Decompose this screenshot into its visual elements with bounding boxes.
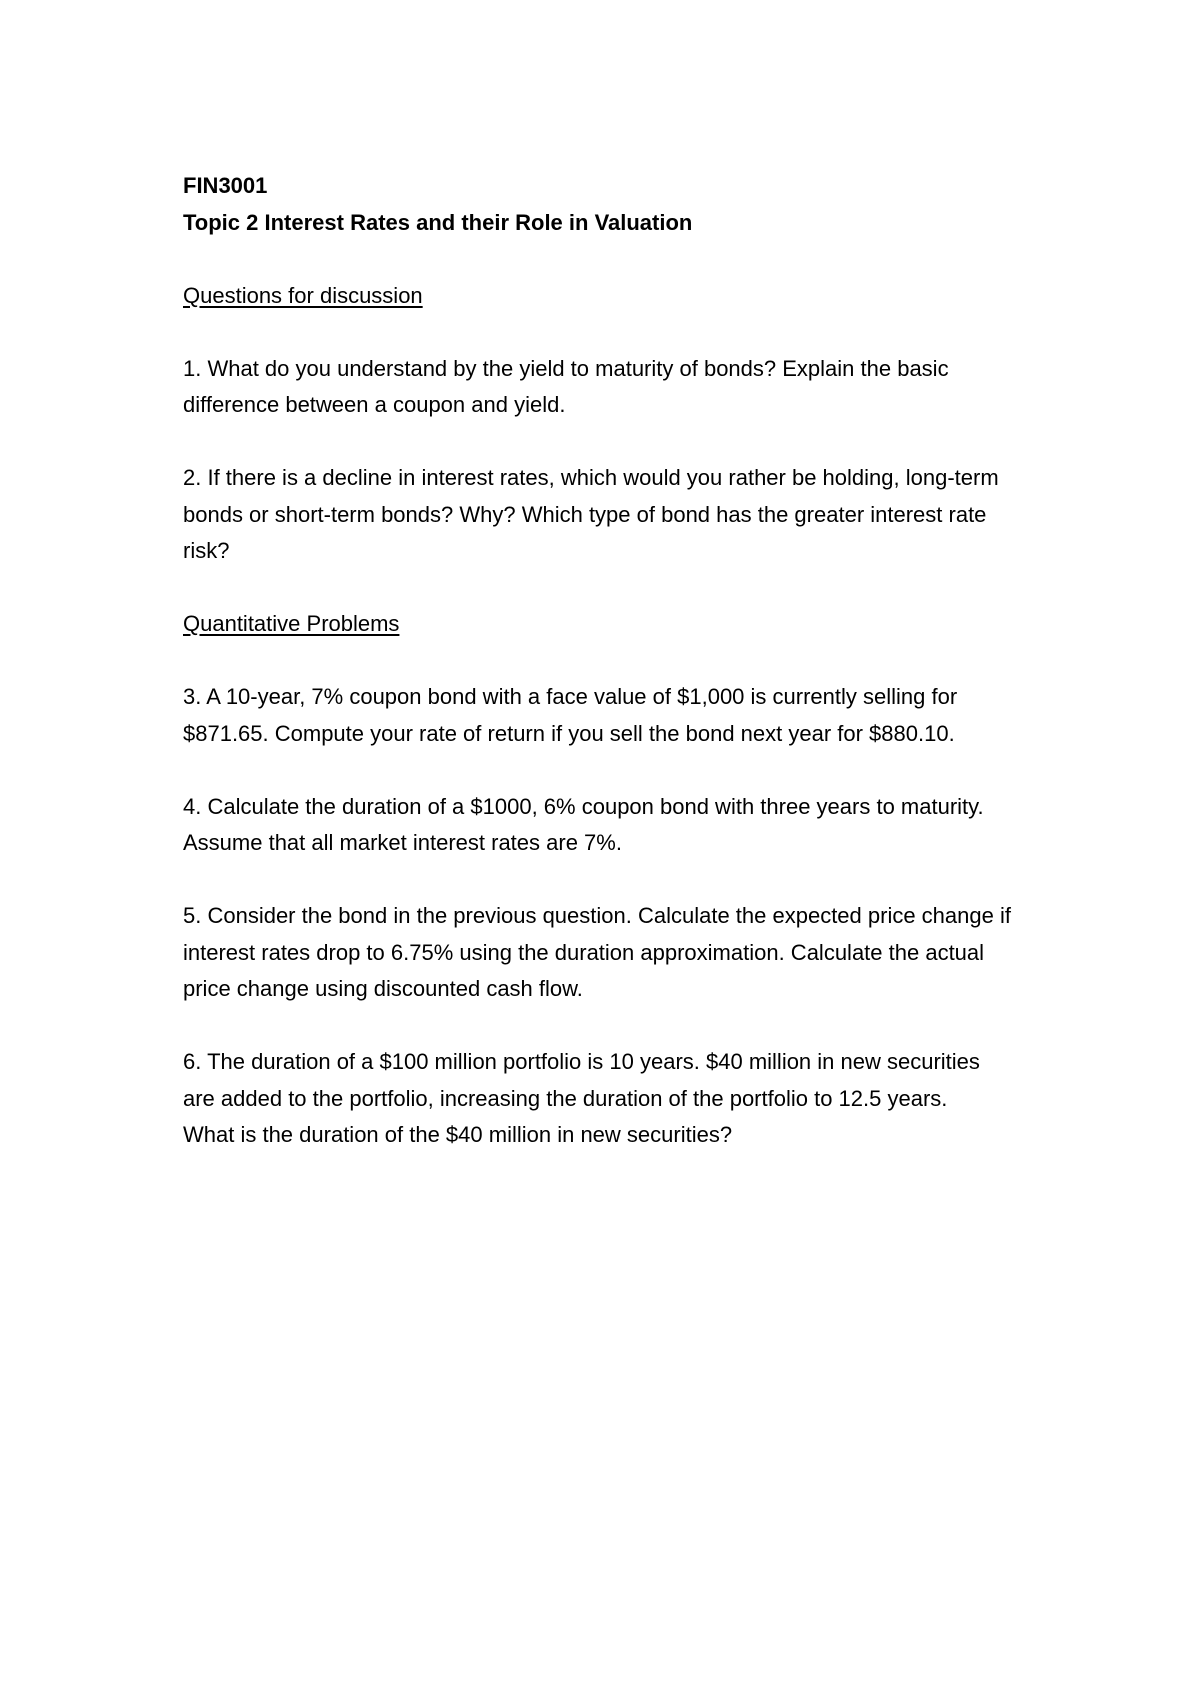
question-1 — [183, 351, 1043, 424]
question-line: 1. What do you understand by the yield to maturity of bonds? Explain the basic — [183, 355, 949, 381]
question-line: 4. Calculate the duration of a $1000, 6% coupon bond with three years to maturity. — [183, 793, 984, 819]
discussion-heading: Questions for discussion — [183, 282, 423, 308]
question-line: Assume that all market interest rates are 7%. — [183, 830, 622, 855]
question-line: 6. The duration of a $100 million portfolio is 10 years. $40 million in new securities — [183, 1049, 980, 1074]
spacer — [183, 314, 1043, 351]
spacer — [183, 862, 1043, 899]
topic-title: Topic 2 Interest Rates and their Role in Valuation — [183, 209, 693, 235]
document-content — [183, 168, 1043, 1154]
question-2 — [183, 460, 1043, 570]
question-6 — [183, 1044, 1043, 1154]
question-line: are added to the portfolio, increasing the duration of the portfolio to 12.5 years. — [183, 1085, 948, 1111]
question-line: 2. If there is a decline in interest rates, which would you rather be holding, long-term — [183, 465, 999, 490]
spacer — [183, 241, 1043, 278]
question-line: difference between a coupon and yield. — [183, 392, 566, 417]
question-line: What is the duration of the $40 million in new securities? — [183, 1122, 733, 1147]
quantitative-heading: Quantitative Problems — [183, 611, 400, 636]
spacer — [183, 643, 1043, 680]
course-code: FIN3001 — [183, 173, 268, 198]
question-line: price change using discounted cash flow. — [183, 976, 583, 1001]
question-line: bonds or short-term bonds? Why? Which type of bond has the greater interest rate — [183, 501, 987, 527]
question-5 — [183, 898, 1043, 1008]
spacer — [183, 424, 1043, 461]
spacer — [183, 1008, 1043, 1045]
question-3 — [183, 679, 1043, 752]
spacer — [183, 752, 1043, 789]
question-line: 3. A 10-year, 7% coupon bond with a face value of $1,000 is currently selling for — [183, 684, 958, 709]
question-4 — [183, 789, 1043, 862]
question-line: interest rates drop to 6.75% using the duration approximation. Calculate the actual — [183, 939, 985, 965]
question-line: 5. Consider the bond in the previous question. Calculate the expected price change if — [183, 903, 1011, 928]
spacer — [183, 570, 1043, 607]
question-line: $871.65. Compute your rate of return if you sell the bond next year for $880.10. — [183, 720, 955, 746]
question-line: risk? — [183, 538, 230, 563]
